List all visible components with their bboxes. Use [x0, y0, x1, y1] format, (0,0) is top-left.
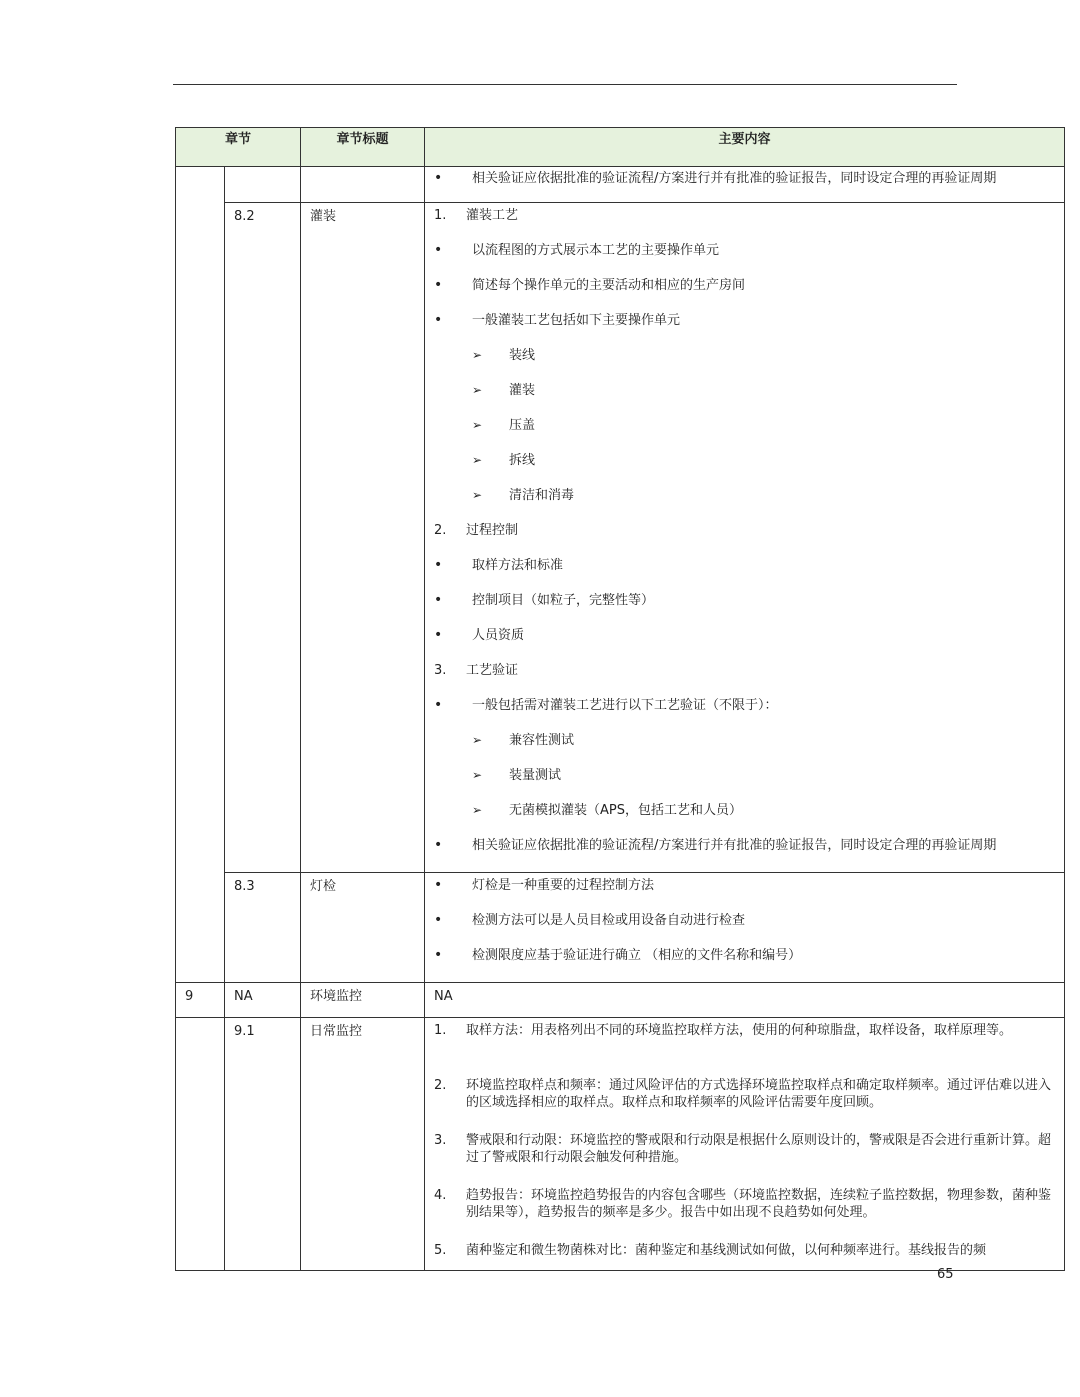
section-title-cell: 日常监控: [301, 1018, 425, 1271]
table-row: [176, 1018, 1065, 1271]
list-item: [425, 452, 1064, 487]
list-item: [425, 947, 1064, 982]
content-table: [175, 127, 1065, 1271]
table-row: [176, 983, 1065, 1018]
list-item: [425, 912, 1064, 947]
arrow-bullet-icon: ➢: [472, 453, 483, 467]
bullet-marker: •: [434, 947, 443, 963]
list-item-text: 警戒限和行动限：环境监控的警戒限和行动限是根据什么原则设计的，警戒限是否会进行重新计算。超过了警戒限和行动限会触发何种措施。: [466, 1133, 1052, 1165]
list-item: [425, 1187, 1064, 1242]
list-item-text: 装量测试: [509, 768, 562, 783]
arrow-bullet-icon: ➢: [472, 768, 483, 782]
bullet-marker: •: [434, 312, 443, 328]
list-item-text: 兼容性测试: [509, 733, 575, 748]
list-item-text: 以流程图的方式展示本工艺的主要操作单元: [472, 243, 720, 258]
list-item: [425, 592, 1064, 627]
list-item: [425, 487, 1064, 522]
list-item: [425, 877, 1064, 912]
arrow-bullet-icon: ➢: [472, 733, 483, 747]
arrow-bullet-icon: ➢: [472, 348, 483, 362]
list-item-text: 控制项目（如粒子，完整性等）: [472, 593, 655, 608]
list-item-text: 趋势报告：环境监控趋势报告的内容包含哪些（环境监控数据，连续粒子监控数据，物理参数，菌种鉴别结果等），趋势报告的频率是多少。报告中如出现不良趋势如何处理。: [466, 1188, 1052, 1220]
list-item: [425, 627, 1064, 662]
page-number: 65: [937, 1267, 954, 1282]
list-item: [425, 557, 1064, 592]
table-row: [176, 203, 1065, 873]
list-item-text: 取样方法和标准: [472, 558, 564, 573]
section-number-cell: 8.3: [225, 873, 301, 983]
list-item-text: 人员资质: [472, 628, 525, 643]
chapter-cell: 9: [176, 983, 225, 1018]
bullet-marker: •: [434, 697, 443, 713]
section-number-cell: [225, 167, 301, 203]
list-number: 4.: [434, 1188, 447, 1203]
list-item-text: 菌种鉴定和微生物菌株对比：菌种鉴定和基线测试如何做，以何种频率进行。基线报告的频: [466, 1243, 987, 1258]
section-title-cell: 环境监控: [301, 983, 425, 1018]
list-item: [425, 1132, 1064, 1187]
bullet-marker: •: [434, 557, 443, 573]
header-chapter-title: 章节标题: [301, 128, 425, 167]
content-cell: [425, 1018, 1065, 1271]
list-number: 1.: [434, 208, 447, 223]
list-number: 5.: [434, 1243, 447, 1258]
table-row: [176, 873, 1065, 983]
list-item: [425, 417, 1064, 452]
content-cell: [425, 873, 1065, 983]
list-item-text: 拆线: [509, 453, 536, 468]
list-item: [425, 347, 1064, 382]
chapter-cell: [176, 167, 225, 983]
list-item-text: 简述每个操作单元的主要活动和相应的生产房间: [472, 278, 746, 293]
section-title-cell: 灯检: [301, 873, 425, 983]
list-item-text: 压盖: [509, 418, 536, 433]
list-item-text: 相关验证应依据批准的验证流程/方案进行并有批准的验证报告，同时设定合理的再验证周期: [472, 838, 997, 853]
content-cell: NA: [425, 983, 1065, 1018]
list-item: [425, 277, 1064, 312]
bullet-marker: •: [434, 627, 443, 643]
header-rule: [173, 84, 957, 85]
list-number: 2.: [434, 523, 447, 538]
section-number-cell: 9.1: [225, 1018, 301, 1271]
bullet-marker: •: [434, 277, 443, 293]
list-item: [425, 382, 1064, 417]
section-number-cell: 8.2: [225, 203, 301, 873]
list-item: [425, 1077, 1064, 1132]
section-number-cell: NA: [225, 983, 301, 1018]
list-item-text: 一般灌装工艺包括如下主要操作单元: [472, 313, 681, 328]
list-item: [425, 732, 1064, 767]
list-item: [425, 767, 1064, 802]
list-item: [425, 802, 1064, 837]
arrow-bullet-icon: ➢: [472, 418, 483, 432]
list-item-text: 检测限度应基于验证进行确立 （相应的文件名称和编号）: [472, 948, 802, 963]
list-item: [425, 312, 1064, 347]
list-item-text: 工艺验证: [466, 663, 519, 678]
content-cell: [425, 167, 1065, 203]
list-item: • 相关验证应依据批准的验证流程/方案进行并有批准的验证报告，同时设定合理的再验证周期: [434, 170, 997, 186]
table-header-row: [176, 128, 1065, 167]
bullet-marker: •: [434, 837, 443, 853]
list-item: [425, 1242, 1064, 1270]
list-item-text: 灌装: [509, 383, 536, 398]
bullet-marker: •: [434, 877, 443, 893]
list-item-text: 一般包括需对灌装工艺进行以下工艺验证（不限于）：: [472, 698, 778, 713]
list-number: 3.: [434, 663, 447, 678]
bullet-marker: •: [434, 912, 443, 928]
section-title-cell: [301, 167, 425, 203]
list-item: [425, 207, 1064, 242]
list-item-text: 清洁和消毒: [509, 488, 575, 503]
bullet-marker: •: [434, 242, 443, 258]
list-item-text: 检测方法可以是人员目检或用设备自动进行检查: [472, 913, 746, 928]
list-item: [425, 1022, 1064, 1077]
content-cell: [425, 203, 1065, 873]
section-title-cell: 灌装: [301, 203, 425, 873]
list-number: 3.: [434, 1133, 447, 1148]
list-item-text: 装线: [509, 348, 536, 363]
list-item: [425, 242, 1064, 277]
list-item-text: 无菌模拟灌装（APS，包括工艺和人员）: [509, 803, 743, 818]
table-row: [176, 167, 1065, 203]
chapter-cell: [176, 1018, 225, 1271]
list-item-text: 灯检是一种重要的过程控制方法: [472, 878, 655, 893]
arrow-bullet-icon: ➢: [472, 383, 483, 397]
header-chapter: 章节: [176, 128, 301, 167]
list-item: [425, 522, 1064, 557]
list-item-text: 灌装工艺: [466, 208, 519, 223]
arrow-bullet-icon: ➢: [472, 803, 483, 817]
list-item: [425, 837, 1064, 872]
list-item-text: 环境监控取样点和频率：通过风险评估的方式选择环境监控取样点和确定取样频率。通过评估难以进入的区域选择相应的取样点。取样点和取样频率的风险评估需要年度回顾。: [466, 1078, 1052, 1110]
list-item-text: 取样方法：用表格列出不同的环境监控取样方法，使用的何种琼脂盘，取样设备，取样原理等。: [466, 1023, 1013, 1038]
list-number: 2.: [434, 1078, 447, 1093]
list-number: 1.: [434, 1023, 447, 1038]
list-item: [425, 697, 1064, 732]
header-main-content: 主要内容: [425, 128, 1065, 167]
list-item-text: 过程控制: [466, 523, 519, 538]
list-item: [425, 662, 1064, 697]
bullet-marker: •: [434, 592, 443, 608]
arrow-bullet-icon: ➢: [472, 488, 483, 502]
